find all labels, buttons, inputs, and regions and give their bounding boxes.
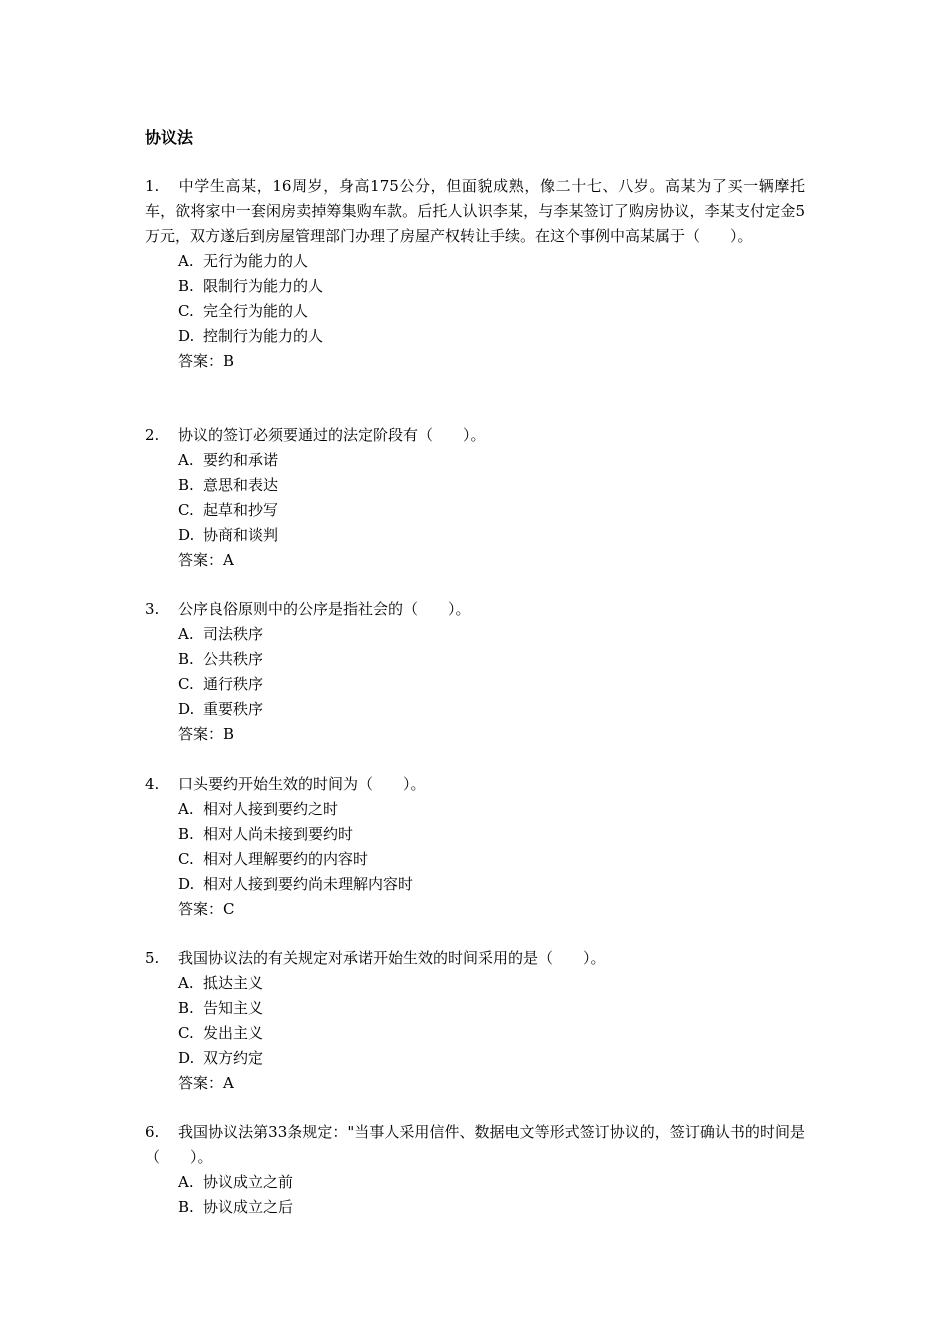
- option-text: 控制行为能力的人: [203, 327, 324, 345]
- answer-line: 答案：B: [178, 352, 235, 370]
- question-text: 口头要约开始生效的时间为（ ）。: [178, 775, 426, 793]
- option-c: [178, 299, 805, 324]
- question-stem: [145, 174, 805, 249]
- question-number: 4.: [145, 775, 160, 793]
- option-letter: D.: [178, 1049, 195, 1067]
- answer-line: 答案：A: [178, 551, 234, 569]
- option-b: [178, 1195, 805, 1220]
- question-text: 协议的签订必须要通过的法定阶段有（ ）。: [178, 426, 486, 444]
- option-letter: C.: [178, 1024, 194, 1042]
- option-b: [178, 996, 805, 1021]
- option-d: [178, 523, 805, 548]
- option-a: [178, 797, 805, 822]
- question-stem: [145, 1120, 805, 1170]
- question-stem: [145, 772, 805, 797]
- question-2: [145, 423, 805, 573]
- option-text: 发出主义: [203, 1024, 264, 1042]
- option-a: [178, 249, 805, 274]
- option-list: [145, 1170, 805, 1220]
- option-letter: C.: [178, 501, 194, 519]
- question-stem: [145, 946, 805, 971]
- question-number: 2.: [145, 426, 160, 444]
- option-text: 协议成立之后: [203, 1198, 294, 1216]
- option-b: [178, 274, 805, 299]
- option-text: 完全行为能的人: [203, 302, 309, 320]
- answer-line: 答案：C: [178, 900, 235, 918]
- option-letter: B.: [178, 999, 194, 1017]
- option-letter: D.: [178, 700, 195, 718]
- option-text: 通行秩序: [203, 675, 264, 693]
- option-letter: B.: [178, 825, 194, 843]
- option-b: [178, 473, 805, 498]
- question-4: [145, 772, 805, 922]
- option-list: [145, 249, 805, 349]
- option-text: 起草和抄写: [203, 501, 279, 519]
- option-c: [178, 498, 805, 523]
- question-3: [145, 597, 805, 747]
- option-b: [178, 647, 805, 672]
- option-letter: D.: [178, 875, 195, 893]
- option-letter: C.: [178, 850, 194, 868]
- answer-line: 答案：A: [178, 1074, 234, 1092]
- option-letter: B.: [178, 650, 194, 668]
- option-letter: D.: [178, 526, 195, 544]
- question-text: 中学生高某，16周岁，身高175公分，但面貌成熟，像二十七、八岁。高某为了买一辆摩托车，欲将家中一套闲房卖掉筹集购车款。后托人认识李某，与李某签订了购房协议，李某支付定金5万元，双方遂后到房屋管理部门办理了房屋产权转让手续。在这个事例中高某属于（ ）。: [145, 177, 805, 245]
- option-text: 相对人接到要约之时: [203, 800, 339, 818]
- question-stem: [145, 423, 805, 448]
- question-text: 公序良俗原则中的公序是指社会的（ ）。: [178, 600, 471, 618]
- option-text: 相对人尚未接到要约时: [203, 825, 354, 843]
- option-text: 意思和表达: [203, 476, 279, 494]
- option-letter: C.: [178, 302, 194, 320]
- option-c: [178, 847, 805, 872]
- option-letter: C.: [178, 675, 194, 693]
- option-a: [178, 448, 805, 473]
- option-letter: B.: [178, 1198, 194, 1216]
- option-letter: D.: [178, 327, 195, 345]
- question-text: 我国协议法第33条规定："当事人采用信件、数据电文等形式签订协议的，签订确认书的时间是（ ）。: [145, 1123, 805, 1166]
- option-a: [178, 622, 805, 647]
- option-letter: A.: [178, 974, 194, 992]
- option-text: 司法秩序: [203, 625, 264, 643]
- option-text: 要约和承诺: [203, 451, 279, 469]
- option-text: 相对人理解要约的内容时: [203, 850, 369, 868]
- question-text: 我国协议法的有关规定对承诺开始生效的时间采用的是（ ）。: [178, 949, 606, 967]
- option-d: [178, 697, 805, 722]
- option-d: [178, 324, 805, 349]
- option-d: [178, 872, 805, 897]
- option-letter: A.: [178, 800, 194, 818]
- question-5: [145, 946, 805, 1096]
- option-text: 相对人接到要约尚未理解内容时: [203, 875, 414, 893]
- question-number: 6.: [145, 1123, 160, 1141]
- question-number: 3.: [145, 600, 160, 618]
- option-c: [178, 1021, 805, 1046]
- document-title: 协议法: [145, 128, 194, 147]
- question-number: 1.: [145, 177, 160, 195]
- option-text: 双方约定: [203, 1049, 264, 1067]
- option-list: [145, 622, 805, 722]
- question-number: 5.: [145, 949, 160, 967]
- option-c: [178, 672, 805, 697]
- answer-line: 答案：B: [178, 725, 235, 743]
- option-letter: B.: [178, 476, 194, 494]
- question-6: [145, 1120, 805, 1220]
- option-list: [145, 797, 805, 897]
- option-text: 限制行为能力的人: [203, 277, 324, 295]
- question-1: [145, 174, 805, 374]
- option-a: [178, 1170, 805, 1195]
- option-letter: A.: [178, 1173, 194, 1191]
- option-a: [178, 971, 805, 996]
- option-letter: B.: [178, 277, 194, 295]
- option-text: 重要秩序: [203, 700, 264, 718]
- option-text: 协商和谈判: [203, 526, 279, 544]
- option-text: 公共秩序: [203, 650, 264, 668]
- option-list: [145, 971, 805, 1071]
- option-b: [178, 822, 805, 847]
- option-text: 告知主义: [203, 999, 264, 1017]
- option-letter: A.: [178, 625, 194, 643]
- option-text: 无行为能力的人: [203, 252, 309, 270]
- option-d: [178, 1046, 805, 1071]
- option-text: 协议成立之前: [203, 1173, 294, 1191]
- option-letter: A.: [178, 451, 194, 469]
- question-stem: [145, 597, 805, 622]
- option-text: 抵达主义: [203, 974, 264, 992]
- option-list: [145, 448, 805, 548]
- option-letter: A.: [178, 252, 194, 270]
